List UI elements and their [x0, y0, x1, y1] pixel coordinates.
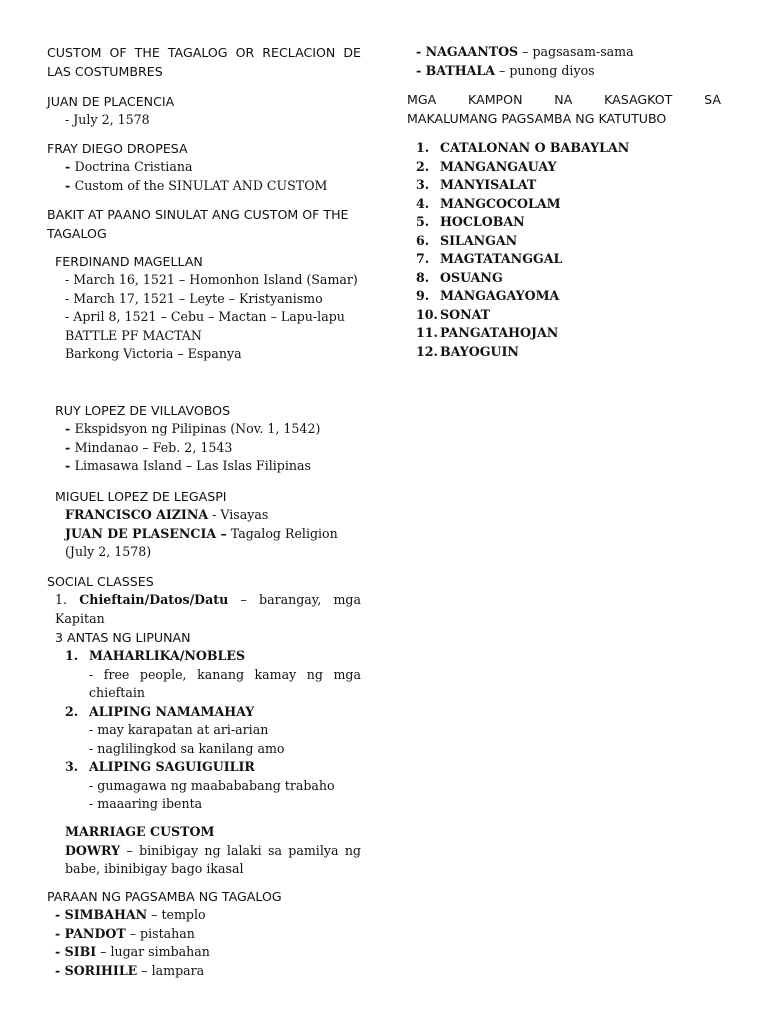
magellan-line: Barkong Victoria – Espanya — [65, 346, 242, 361]
class-desc: - naglilingkod sa kanilang amo — [89, 740, 285, 756]
kampon-heading: MGA KAMPON NA KASAGKOT SA — [407, 92, 721, 107]
list-item: 6. SILANGAN — [416, 232, 518, 248]
magellan-section — [47, 252, 361, 364]
class-title: 1. MAHARLIKA/NOBLES — [65, 648, 246, 663]
kampon-list — [416, 139, 721, 361]
list-item: 2. MANGANGAUAY — [416, 158, 557, 174]
class-desc: - gumagawa ng maabababang trabaho — [89, 777, 335, 793]
plasencia-date: (July 2, 1578) — [65, 544, 152, 559]
magellan-line: - March 17, 1521 – Leyte – Kristyanismo — [65, 290, 323, 306]
paraan-heading: PARAAN NG PAGSAMBA NG TAGALOG — [47, 889, 282, 904]
right-terms — [407, 43, 721, 80]
kampon-heading-block — [407, 90, 721, 128]
bakit-heading: BAKIT AT PAANO SINULAT ANG CUSTOM OF THE TAGALOG — [47, 207, 349, 241]
magellan-line: - April 8, 1521 – Cebu – Mactan – Lapu-lapu — [65, 309, 345, 324]
magellan-line: - March 16, 1521 – Homonhon Island (Samar) — [65, 272, 358, 287]
class-desc: - free people, kanang kamay ng mga chieftain — [89, 666, 361, 700]
plasencia-line: JUAN DE PLASENCIA – Tagalog Religion — [65, 525, 338, 541]
marriage-section — [47, 823, 361, 879]
villalobos-item: - Ekspidsyon ng Pilipinas (Nov. 1, 1542) — [65, 421, 321, 436]
magellan-line: BATTLE PF MACTAN — [65, 327, 202, 343]
legaspi-heading: MIGUEL LOPEZ DE LEGASPI — [55, 489, 227, 504]
placencia-date: - July 2, 1578 — [65, 112, 150, 127]
dowry-text: DOWRY – binibigay ng lalaki sa pamilya ng babe, ibinibigay bago ikasal — [65, 842, 361, 876]
paraan-section — [47, 887, 361, 980]
list-item: 9. MANGAGAYOMA — [416, 288, 560, 303]
dropesa-section — [47, 139, 361, 195]
class-list — [65, 647, 361, 814]
document-title: CUSTOM OF THE TAGALOG OR RECLACION DE LAS COSTUMBRES — [47, 45, 361, 79]
dropesa-item: - Doctrina Cristiana — [65, 159, 193, 174]
term-line: - SORIHILE – lampara — [55, 962, 205, 978]
magellan-heading: FERDINAND MAGELLAN — [55, 254, 203, 269]
dropesa-heading: FRAY DIEGO DROPESA — [47, 141, 188, 156]
kampon-heading-line2: MAKALUMANG PAGSAMBA NG KATUTUBO — [407, 111, 667, 126]
list-item: 4. MANGCOCOLAM — [416, 195, 561, 211]
villalobos-heading: RUY LOPEZ DE VILLAVOBOS — [55, 403, 231, 418]
marriage-heading: MARRIAGE CUSTOM — [65, 824, 215, 839]
dropesa-item: - Custom of the SINULAT AND CUSTOM — [65, 177, 328, 193]
placencia-heading: JUAN DE PLACENCIA — [47, 94, 175, 109]
aizina-line: FRANCISCO AIZINA - Visayas — [65, 507, 269, 522]
list-item: 11. PANGATAHOJAN — [416, 325, 559, 340]
term-line: - NAGAANTOS – pagsasam-sama — [416, 44, 634, 59]
antas-heading: 3 ANTAS NG LIPUNAN — [55, 630, 191, 645]
term-line: - PANDOT – pistahan — [55, 925, 195, 941]
term-line: - SIMBAHAN – templo — [55, 907, 206, 922]
term-line: - SIBI – lugar simbahan — [55, 944, 210, 959]
legaspi-section — [47, 487, 361, 562]
class-desc: - may karapatan at ari-arian — [89, 722, 269, 737]
bakit-section — [47, 205, 361, 243]
social-item: 1. Chieftain/Datos/Datu – barangay, mga Kapitan — [55, 592, 361, 626]
list-item: 8. OSUANG — [416, 269, 503, 285]
list-item: 10. SONAT — [416, 306, 491, 322]
list-item: 12. BAYOGUIN — [416, 343, 519, 359]
class-desc: - maaaring ibenta — [89, 796, 203, 811]
villalobos-item: - Mindanao – Feb. 2, 1543 — [65, 439, 233, 455]
list-item: 7. MAGTATANGGAL — [416, 251, 563, 266]
class-title: 2. ALIPING NAMAMAHAY — [65, 703, 255, 719]
list-item: 5. HOCLOBAN — [416, 214, 525, 229]
list-item: 1. CATALONAN O BABAYLAN — [416, 140, 630, 155]
list-item: 3. MANYISALAT — [416, 177, 537, 192]
social-heading: SOCIAL CLASSES — [47, 574, 154, 589]
social-section — [47, 572, 361, 814]
villalobos-item: - Limasawa Island – Las Islas Filipinas — [65, 458, 311, 473]
class-title: 3. ALIPING SAGUIGUILIR — [65, 759, 255, 774]
villalobos-section — [47, 401, 361, 476]
placencia-section — [47, 92, 361, 130]
term-line: - BATHALA – punong diyos — [416, 62, 595, 78]
title-block — [47, 43, 361, 81]
